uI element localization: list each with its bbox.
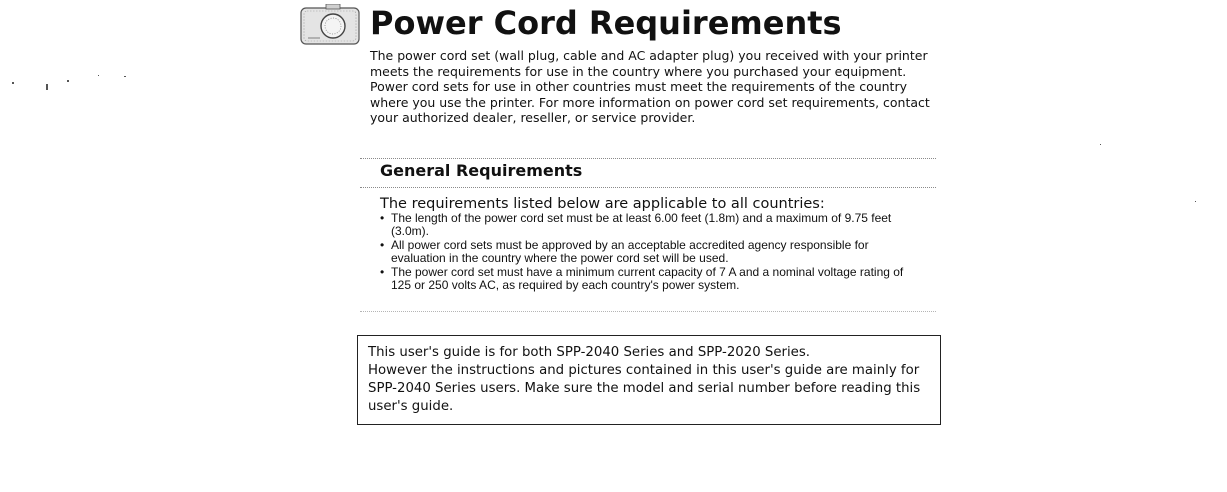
section-divider xyxy=(360,187,936,188)
note-line: This user's guide is for both SPP-2040 Series and SPP-2020 Series. xyxy=(368,345,810,360)
intro-text xyxy=(370,48,940,126)
requirements-list xyxy=(380,212,925,294)
scan-speck xyxy=(67,80,69,82)
bullet: • xyxy=(380,238,385,253)
section-heading: General Requirements xyxy=(380,161,583,180)
list-item xyxy=(380,212,925,237)
scan-speck xyxy=(1195,201,1196,202)
intro-paragraph: Power cord sets for use in other countries must meet the requirements of the country where you use the printer. For more information on power cord set requirements, contact your authorized dealer, reseller, or service provider. xyxy=(370,79,930,125)
note-line: However the instructions and pictures contained in this user's guide are mainly for SPP-2040 Series users. Make sure the model and serial number before reading this user's guide. xyxy=(368,363,921,414)
list-item-text: The length of the power cord set must be at least 6.00 feet (1.8m) and a maximum of 9.75 feet (3.0m). xyxy=(391,211,892,238)
scan-speck xyxy=(46,84,48,90)
list-item xyxy=(380,239,925,264)
scan-speck xyxy=(98,75,99,76)
page-title: Power Cord Requirements xyxy=(370,4,842,42)
intro-paragraph: The power cord set (wall plug, cable and AC adapter plug) you received with your printer meets the requirements for use in the country where you purchased your equipment. xyxy=(370,48,928,79)
scan-speck xyxy=(1100,144,1101,145)
bullet: • xyxy=(380,265,385,280)
section-divider xyxy=(360,158,936,159)
list-item-text: The power cord set must have a minimum current capacity of 7 A and a nominal voltage rating of 125 or 250 volts AC, as required by each country's power system. xyxy=(391,265,904,292)
power-cord-icon xyxy=(300,4,360,46)
scan-speck xyxy=(12,82,14,84)
bullet: • xyxy=(380,211,385,225)
list-item xyxy=(380,266,925,291)
list-item-text: All power cord sets must be approved by an acceptable accredited agency responsible for evaluation in the country where the power cord set will be used. xyxy=(391,238,869,265)
section-divider xyxy=(360,311,936,312)
requirements-lead: The requirements listed below are applicable to all countries: xyxy=(380,196,825,212)
note-box xyxy=(357,335,941,425)
scan-speck xyxy=(124,76,126,77)
